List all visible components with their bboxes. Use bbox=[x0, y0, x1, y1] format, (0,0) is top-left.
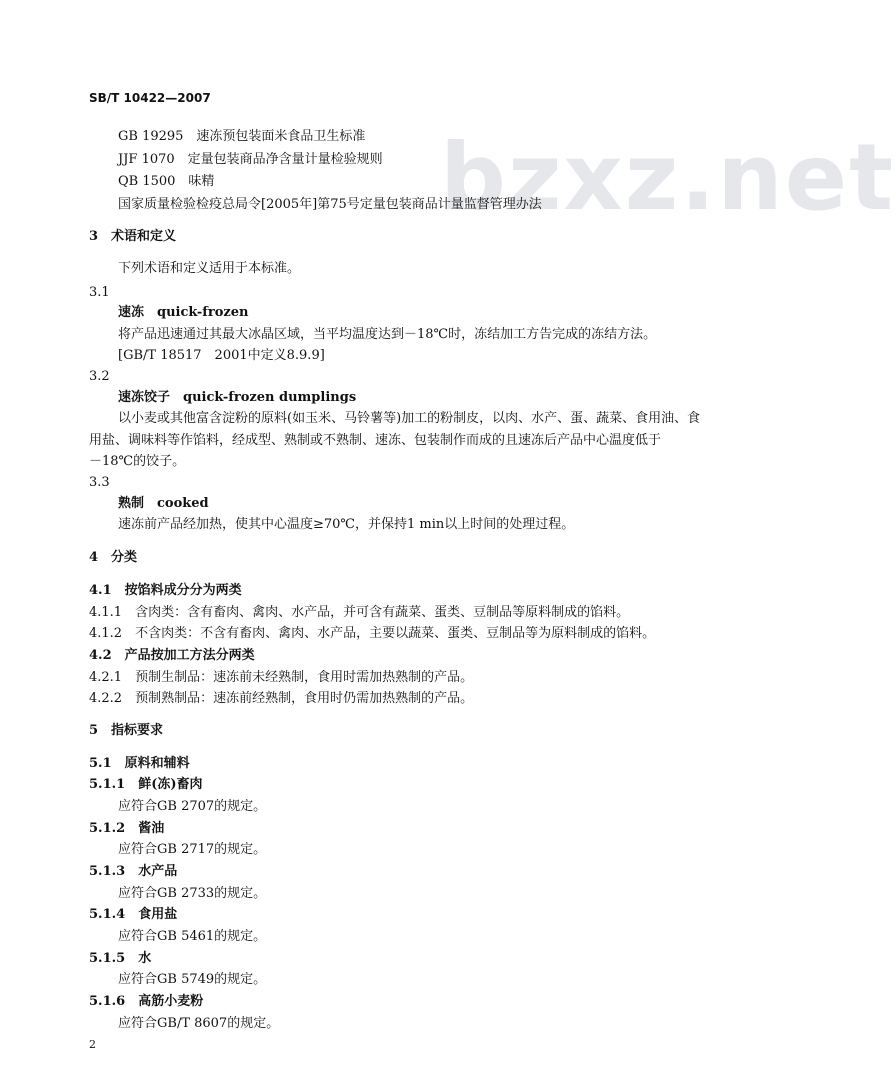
term-number: 3.1 bbox=[89, 285, 110, 300]
clause-heading: 4.1 按馅料成分分为两类 bbox=[89, 583, 242, 598]
term-number: 3.3 bbox=[89, 475, 110, 490]
page-number: 2 bbox=[89, 1038, 96, 1051]
clause-heading: 4.2 产品按加工方法分两类 bbox=[89, 648, 255, 663]
section-3-intro: 下列术语和定义适用于本标准。 bbox=[118, 261, 301, 276]
clause-text: 4.2.1 预制生制品：速冻前未经熟制，食用时需加热熟制的产品。 bbox=[89, 670, 474, 685]
clause-text: 4.1.1 含肉类：含有畜肉、禽肉、水产品，并可含有蔬菜、蛋类、豆制品等原料制成的馅料。 bbox=[89, 605, 630, 620]
clause-text: 4.1.2 不含肉类：不含有畜肉、禽肉、水产品，主要以蔬菜、蛋类、豆制品等为原料制成的馅料。 bbox=[89, 626, 656, 641]
standard-code: SB/T 10422—2007 bbox=[89, 91, 211, 105]
term-source: [GB/T 18517 2001中定义8.9.9] bbox=[118, 348, 325, 363]
term-definition: 以小麦或其他富含淀粉的原料(如玉米、马铃薯等)加工的粉制皮，以肉、水产、蛋、蔬菜、食用油、食 bbox=[118, 411, 701, 426]
watermark: bzxz.net bbox=[440, 124, 895, 231]
term-title: 速冻饺子 quick-frozen dumplings bbox=[118, 390, 357, 405]
term-definition: 用盐、调味料等作馅料，经成型、熟制或不熟制、速冻、包装制作而成的且速冻后产品中心温度低于 bbox=[89, 433, 662, 448]
reference-item: JJF 1070 定量包装商品净含量计量检验规则 bbox=[118, 152, 383, 167]
clause-text: 应符合GB 2707的规定。 bbox=[118, 799, 267, 814]
section-3-heading: 3 术语和定义 bbox=[89, 229, 177, 244]
clause-heading: 5.1.4 食用盐 bbox=[89, 907, 178, 922]
section-4-heading: 4 分类 bbox=[89, 550, 138, 565]
reference-item: 国家质量检验检疫总局令[2005年]第75号定量包装商品计量监督管理办法 bbox=[118, 197, 542, 212]
clause-text: 应符合GB 2717的规定。 bbox=[118, 842, 267, 857]
clause-heading: 5.1.5 水 bbox=[89, 951, 152, 966]
clause-text: 应符合GB 5461的规定。 bbox=[118, 929, 267, 944]
reference-item: QB 1500 味精 bbox=[118, 174, 215, 189]
clause-text: 应符合GB/T 8607的规定。 bbox=[118, 1016, 280, 1031]
term-definition: 将产品迅速通过其最大冰晶区域，当平均温度达到－18℃时，冻结加工方告完成的冻结方法。 bbox=[118, 327, 657, 342]
clause-heading: 5.1 原料和辅料 bbox=[89, 756, 190, 771]
term-title: 速冻 quick-frozen bbox=[118, 305, 249, 320]
term-number: 3.2 bbox=[89, 369, 110, 384]
clause-heading: 5.1.3 水产品 bbox=[89, 864, 178, 879]
term-definition: 速冻前产品经加热，使其中心温度≥70℃，并保持1 min以上时间的处理过程。 bbox=[118, 517, 575, 532]
clause-heading: 5.1.1 鲜(冻)畜肉 bbox=[89, 777, 203, 792]
clause-heading: 5.1.6 高筋小麦粉 bbox=[89, 994, 204, 1009]
clause-text: 应符合GB 2733的规定。 bbox=[118, 886, 267, 901]
clause-text: 4.2.2 预制熟制品：速冻前经熟制，食用时仍需加热熟制的产品。 bbox=[89, 691, 474, 706]
section-5-heading: 5 指标要求 bbox=[89, 723, 164, 738]
clause-text: 应符合GB 5749的规定。 bbox=[118, 972, 267, 987]
term-definition: －18℃的饺子。 bbox=[89, 454, 186, 469]
reference-item: GB 19295 速冻预包装面米食品卫生标准 bbox=[118, 129, 366, 144]
clause-heading: 5.1.2 酱油 bbox=[89, 821, 165, 836]
term-title: 熟制 cooked bbox=[118, 496, 209, 511]
